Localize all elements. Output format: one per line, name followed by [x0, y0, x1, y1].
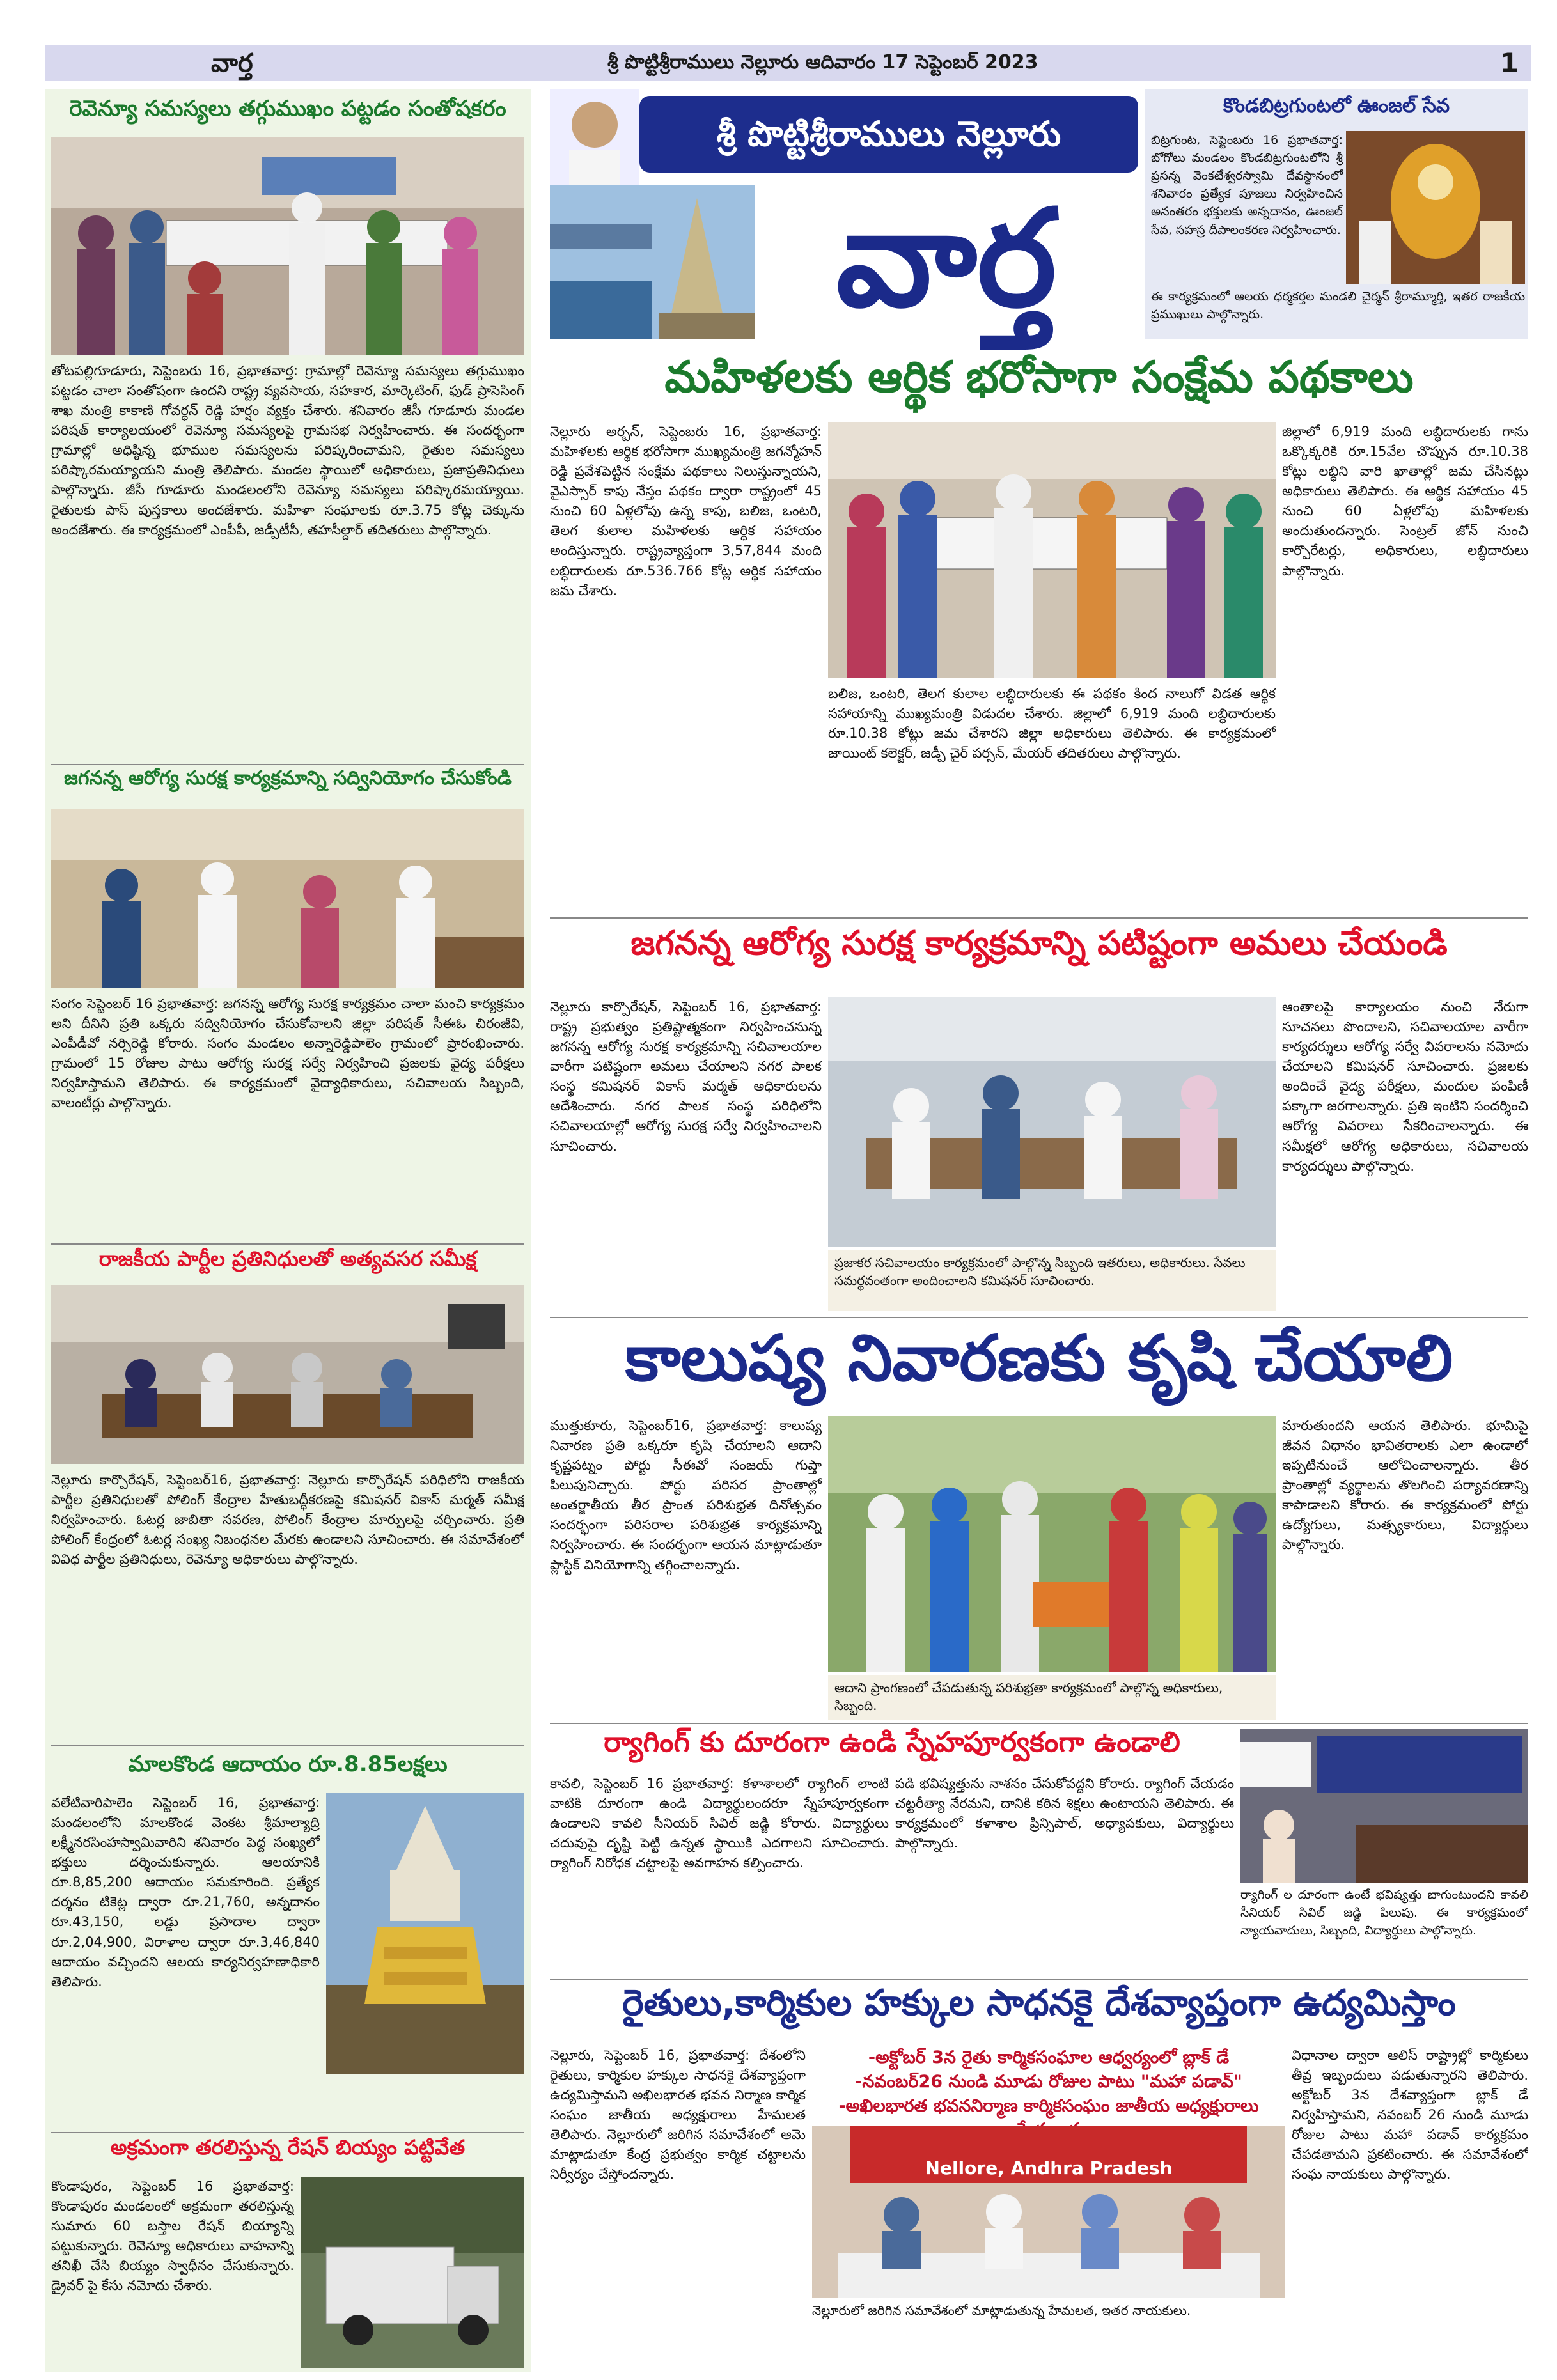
masthead-collage — [550, 185, 755, 339]
photo-deity — [1346, 131, 1525, 284]
paper-logo-small: వార్త — [211, 49, 253, 78]
photo-health-review — [828, 997, 1276, 1247]
photo-ration-truck — [301, 2177, 524, 2368]
article-political-body: నెల్లూరు కార్పొరేషన్, సెప్టెంబర్16, ప్రభాతవార్త: నెల్లూరు కార్పొరేషన్ పరిధిలోని రాజకీయ పార్టీల ప్రతినిధులతో పోలింగ్ కేంద్రాల హేతుబద్ధీకరణపై కమిషనర్ వికాస్ మర్మత్ సమీక్ష నిర్వహించారు. ఓటర్ల జాబితా సవరణ, పోలింగ్ కేంద్రాల మార్పులపై చర్చించారు. ప్రతి పోలింగ్ కేంద్రంలో ఓటర్ల సంఖ్య నిబంధనల మేరకు ఉండాలని సూచించారు. ఈ సమావేశంలో వివిధ పార్టీల ప్రతినిధులు, రెవెన్యూ అధికారులు పాల్గొన్నారు. — [51, 1472, 524, 1567]
photo-temple — [326, 1793, 524, 2074]
divider — [51, 2132, 524, 2133]
article-health-review-col2: ఆంతాలపై కార్యాలయం నుంచి నేరుగా సూచనలు పొందాలని, సచివాలయాల వారీగా కార్యదర్శులు ఆరోగ్య సర్వే వివరాలను నమోదు చేయాలని కమిషనర్ సూచించారు. ప్రజలకు అందించే వైద్య పరీక్షలు, మందుల పంపిణీ పక్కాగా జరగాలన్నారు. ప్రతి ఇంటిని సందర్శించి ఆరోగ్య వివరాలు సేకరించాలన్నారు. ఈ సమీక్షలో ఆరోగ్య అధికారులు, సచివాలయ కార్యదర్శులు పాల్గొన్నారు. — [1282, 999, 1528, 1174]
headline-health-suraksha: జగనన్న ఆరోగ్య సురక్ష కార్యక్రమాన్ని సద్వినియోగం చేసుకోండి — [64, 767, 512, 789]
headline-malakonda-income: మాలకొండ ఆదాయం రూ.8.85లక్షలు — [128, 1752, 448, 1777]
photo-revenue — [51, 137, 524, 355]
subhead-black-day: -అక్టోబర్ 3న రైతు కార్మికసంఘాల ఆధ్వర్యంలో బ్లాక్ డే — [868, 2048, 1230, 2067]
headline-political-review: రాజకీయ పార్టీల ప్రతినిధులతో అత్యవసర సమీక్ష — [98, 1247, 477, 1271]
headline-ration-rice: అక్రమంగా తరలిస్తున్న రేషన్ బియ్యం పట్టివేత — [110, 2135, 466, 2159]
divider — [550, 1979, 1528, 1980]
article-malakonda-body: వలేటివారిపాలెం సెప్టెంబర్ 16, ప్రభాతవార్త: మండలంలోని మాలకొండ వెంకట శ్రీమాల్యాద్రి లక్ష్మీనరసింహస్వామివారిని శనివారం పెద్ద సంఖ్యలో భక్తులు దర్శించుకున్నారు. ఆలయానికి రూ.8,85,200 ఆదాయం సమకూరింది. ప్రత్యేక దర్శనం టికెట్ల ద్వారా రూ.21,760, అన్నదానం రూ.43,150, లడ్డు ప్రసాదాల ద్వారా రూ.2,04,900, విరాళాల ద్వారా రూ.3,46,840 ఆదాయం వచ్చిందని ఆలయ కార్యనిర్వహణాధికారి తెలిపారు. — [51, 1795, 320, 1989]
subheads-workers — [812, 2046, 1285, 2122]
photo-health-camp — [51, 809, 524, 988]
top-bar — [45, 45, 1531, 81]
divider — [550, 1317, 1528, 1318]
article-workers-col2: విధానాల ద్వారా ఆలిస్ రాష్ట్రాల్లో కార్మికులు తీవ్ర ఇబ్బందులు పడుతున్నారని తెలిపారు. అక్టోబర్ 3న దేశవ్యాప్తంగా బ్లాక్ డే నిర్వహిస్తామని, నవంబర్ 26 నుండి మూడు రోజుల పాటు మహా పడావ్ కార్యక్రమం చేపడతామని ప్రకటించారు. ఈ సమావేశంలో సంఘ నాయకులు పాల్గొన్నారు. — [1292, 2048, 1528, 2182]
subhead-maha-padav: -నవంబర్26 నుండి మూడు రోజుల పాటు "మహా పడావ్" — [855, 2071, 1242, 2092]
article-ration-body: కొండాపురం, సెప్టెంబర్ 16 ప్రభాతవార్త: కొండాపురం మండలంలో అక్రమంగా తరలిస్తున్న సుమారు 60 బస్తాల రేషన్ బియ్యాన్ని పట్టుకున్నారు. రెవెన్యూ అధికారులు వాహనాన్ని తనిఖీ చేసి బియ్యం స్వాధీనం చేసుకున్నారు. డ్రైవర్ పై కేసు నమోదు చేశారు. — [51, 2179, 294, 2294]
caption-ragging: ర్యాగింగ్ ల దూరంగా ఉంటే భవిష్యత్తు బాగుంటుందని కావలి సీనియర్ సివిల్ జడ్జి పిలుపు. ఈ కార్యక్రమంలో న్యాయవాదులు, సిబ్బంది, విద్యార్థులు పాల్గొన్నారు. — [1240, 1888, 1528, 1938]
article-health-review-col1: నెల్లూరు కార్పొరేషన్, సెప్టెంబర్ 16, ప్రభాతవార్త: రాష్ట్ర ప్రభుత్వం ప్రతిష్టాత్మకంగా నిర్వహించనున్న జగనన్న ఆరోగ్య సురక్ష కార్యక్రమాన్ని సచివాలయాల వారీగా పటిష్టంగా అమలు చేయాలని నగర పాలక సంస్థ కమిషనర్ వికాస్ మర్మత్ అధికారులను ఆదేశించారు. నగర పాలక సంస్థ పరిధిలోని సచివాలయాల్లో ఆరోగ్య సురక్ష సర్వే నిర్వహించాలని సూచించారు. — [550, 999, 822, 1154]
headline-health-review: జగనన్న ఆరోగ్య సురక్ష కార్యక్రమాన్ని పటిష్టంగా అమలు చేయండి — [630, 924, 1448, 963]
article-workers-col1: నెల్లూరు, సెప్టెంబర్ 16, ప్రభాతవార్త: దేశంలోని రైతులు, కార్మికుల హక్కుల సాధనకై దేశవ్యాప్తంగా ఉద్యమిస్తామని అఖిలభారత భవన నిర్మాణ కార్మిక సంఘం జాతీయ అధ్యక్షురాలు హేమలత తెలిపారు. నెల్లూరులో జరిగిన సమావేశంలో ఆమె మాట్లాడుతూ కేంద్ర ప్రభుత్వం కార్మిక చట్టాలను నిర్వీర్యం చేస్తోందన్నారు. — [550, 2048, 806, 2182]
divider — [51, 1243, 524, 1245]
headline-workers-rights: రైతులు,కార్మికుల హక్కుల సాధనకై దేశవ్యాప్తంగా ఉద్యమిస్తాం — [622, 1982, 1456, 2024]
headline-unjal-seva: కొండబిట్రగుంటలో ఊంజల్ సేవ — [1223, 95, 1450, 117]
headline-pollution: కాలుష్య నివారణకు కృషి చేయాలి — [625, 1321, 1453, 1396]
article-pollution-col1: ముత్తుకూరు, సెప్టెంబర్16, ప్రభాతవార్త: కాలుష్య నివారణ ప్రతి ఒక్కరూ కృషి చేయాలని ఆదాని కృష్ణపట్నం పోర్టు సీఈవో సంజయ్ గుప్తా పిలుపునిచ్చారు. పోర్టు పరిసర ప్రాంతాల్లో అంతర్జాతీయ తీర ప్రాంత పరిశుభ్రత దినోత్సవం సందర్భంగా పరిసరాల పరిశుభ్రత కార్యక్రమాన్ని నిర్వహించారు. ఈ సందర్భంగా ఆయన మాట్లాడుతూ ప్లాస్టిక్ వినియోగాన్ని తగ్గించాలన్నారు. — [550, 1418, 822, 1573]
banner-text: Nellore, Andhra Pradesh — [925, 2158, 1173, 2179]
article-women-col2: బలిజ, ఒంటరి, తెలగ కులాల లబ్ధిదారులకు ఈ పథకం కింద నాలుగో విడత ఆర్థిక సహాయాన్ని ముఖ్యమంత్రి విడుదల చేశారు. జిల్లాలో 6,919 మంది లబ్ధిదారులకు రూ.10.38 కోట్లు జమ చేశారని జిల్లా అధికారులు తెలిపారు. ఈ కార్యక్రమంలో జాయింట్ కలెక్టర్, జడ్పీ చైర్ పర్సన్, మేయర్ తదితరులు పాల్గొన్నారు. — [828, 686, 1276, 761]
article-women-col3: జిల్లాలో 6,919 మంది లబ్ధిదారులకు గాను ఒక్కొక్కరికి రూ.15వేల చొప్పున రూ.10.38 కోట్లు లబ్ధిని వారి ఖాతాల్లో జమ చేసినట్లు అధికారులు తెలిపారు. ఈ ఆర్థిక సహాయం 45 నుంచి 60 ఏళ్లలోపు మహిళలకు అందుతుందన్నారు. సెంట్రల్ జోన్ నుంచి కార్పొరేటర్లు, అధికారులు, లబ్ధిదారులు పాల్గొన్నారు. — [1282, 424, 1528, 579]
headline-revenue: రెవెన్యూ సమస్యలు తగ్గుముఖం పట్టడం సంతోషకరం — [69, 96, 506, 121]
photo-political-meeting — [51, 1285, 524, 1464]
headline-ragging: ర్యాగింగ్ కు దూరంగా ఉండి స్నేహపూర్వకంగా ఉండాలి — [604, 1726, 1180, 1759]
photo-cheque-handover — [828, 422, 1276, 678]
article-women-col1: నెల్లూరు అర్బన్, సెప్టెంబరు 16, ప్రభాతవార్త: మహిళలకు ఆర్థిక భరోసాగా ముఖ్యమంత్రి జగన్మోహన్ రెడ్డి ప్రవేశపెట్టిన సంక్షేమ పథకాలు నిలుస్తున్నాయని, వైఎస్సార్ కాపు నేస్తం పథకం ద్వారా రాష్ట్రంలో 45 నుంచి 60 ఏళ్లలోపు ఉన్న కాపు, బలిజ, ఒంటరి, తెలగ కులాల మహిళలకు ఆర్థిక సహాయం అందిస్తున్నారు. రాష్ట్రవ్యాప్తంగా 3,57,844 మంది లబ్ధిదారులకు రూ.536.766 కోట్ల ఆర్థిక సహాయం జమ చేశారు. — [550, 424, 822, 598]
founder-portrait — [550, 89, 639, 185]
headline-women-welfare: మహిళలకు ఆర్థిక భరోసాగా సంక్షేమ పథకాలు — [664, 352, 1414, 403]
caption-pollution: ఆదాని ప్రాంగణంలో చేపడుతున్న పరిశుభ్రతా కార్యక్రమంలో పాల్గొన్న అధికారులు, సిబ్బంది. — [828, 1675, 1276, 1720]
photo-ragging-seminar — [1240, 1729, 1528, 1883]
article-pollution-col2: మారుతుందని ఆయన తెలిపారు. భూమిపై జీవన విధానం భావితరాలకు ఎలా ఉండాలో ఇప్పటినుంచే ఆలోచించాలన్నారు. తీర ప్రాంతాల్లో వ్యర్థాలను తొలగించి పర్యావరణాన్ని కాపాడాలని కోరారు. ఈ కార్యక్రమంలో పోర్టు ఉద్యోగులు, మత్స్యకారులు, విద్యార్థులు పాల్గొన్నారు. — [1282, 1418, 1528, 1553]
divider — [550, 917, 1528, 919]
page-number: 1 — [1499, 47, 1519, 79]
dateline: శ్రీ పొట్టిశ్రీరాములు నెల్లూరు ఆదివారం 17 సెప్టెంబర్ 2023 — [607, 51, 1038, 74]
masthead-district: శ్రీ పొట్టిశ్రీరాములు నెల్లూరు — [639, 96, 1138, 173]
divider — [550, 1723, 1528, 1724]
article-revenue-body: తోటపల్లిగూడూరు, సెప్టెంబరు 16, ప్రభాతవార్త: గ్రామాల్లో రెవెన్యూ సమస్యలు తగ్గుముఖం పట్టడం చాలా సంతోషంగా ఉందని రాష్ట్ర వ్యవసాయ, సహకార, మార్కెటింగ్, ఫుడ్ ప్రాసెసింగ్ శాఖ మంత్రి కాకాణి గోవర్ధన్ రెడ్డి హర్షం వ్యక్తం చేశారు. శనివారం జీసీ గూడూరు మండల పరిషత్ కార్యాలయంలో రెవెన్యూ సమస్యలపై గ్రామసభ నిర్వహించారు. ఈ సందర్భంగా గ్రామాల్లో అధిష్ఠిన్న భూముల సమస్యలను పరిష్కరించామని, రైతుల సమస్యలు పరిష్కారమయ్యాయని మంత్రి తెలిపారు. మండల స్థాయిలో అధికారులు, ప్రజాప్రతినిధులు పాల్గొన్నారు. జీసీ గూడూరు మండలంలోని రెవెన్యూ సమస్యలు పరిష్కారమయ్యాయి. రైతులకు పాస్ పుస్తకాలు అందజేశారు. మహిళా సంఘాలకు రూ.3.75 కోట్ల చెక్కును అందజేశారు. ఈ కార్యక్రమంలో ఎంపీపీ, జడ్పీటీసీ, తహసీల్దార్ తదితరులు పాల్గొన్నారు. — [51, 363, 524, 538]
article-ragging-col2: పడి భవిష్యత్తును నాశనం చేసుకోవద్దని కోరారు. ర్యాగింగ్ చేయడం చట్టరీత్యా నేరమని, దానికి కఠిన శిక్షలు ఉంటాయని తెలిపారు. ఈ కార్యక్రమంలో కళాశాల ప్రిన్సిపాల్, అధ్యాపకులు, విద్యార్థులు పాల్గొన్నారు. — [895, 1776, 1234, 1851]
caption-workers: నెల్లూరులో జరిగిన సమావేశంలో మాట్లాడుతున్న హేమలత, ఇతర నాయకులు. — [812, 2303, 1191, 2318]
article-ragging-col1: కావలి, సెప్టెంబర్ 16 ప్రభాతవార్త: కళాశాలలో ర్యాగింగ్ లాంటి వాటికి దూరంగా ఉండి విద్యార్థులందరూ స్నేహపూర్వకంగా ఉండాలని కావలి సీనియర్ సివిల్ జడ్జి కోరారు. విద్యార్థులు చదువుపై దృష్టి పెట్టి ఉన్నత స్థాయికి ఎదగాలని సూచించారు. ర్యాగింగ్ నిరోధక చట్టాలపై అవగాహన కల్పించారు. — [550, 1776, 889, 1871]
article-unjal-body: బిట్రగుంట, సెప్టెంబరు 16 ప్రభాతవార్త: బోగోలు మండలం కొండబిట్రగుంటలోని శ్రీ ప్రసన్న వెంకటేశ్వరస్వామి దేవస్థానంలో శనివారం ప్రత్యేక పూజలు నిర్వహించిన అనంతరం భక్తులకు అన్నదానం, ఊంజల్ సేవ, సహస్ర దీపాలంకరణ నిర్వహించారు. — [1151, 133, 1343, 237]
masthead-logo: వార్త — [836, 180, 1057, 337]
photo-pollution-cleanup — [828, 1416, 1276, 1672]
article-health-body: సంగం సెప్టెంబర్ 16 ప్రభాతవార్త: జగనన్న ఆరోగ్య సురక్ష కార్యక్రమం చాలా మంచి కార్యక్రమం అని దీనిని ప్రతి ఒక్కరు సద్వినియోగం చేసుకోవాలని జిల్లా పరిషత్ సీఈఓ చిరంజీవి, ఎంపీడీవో నర్సిరెడ్డి కోరారు. సంగం మండలం అన్నారెడ్డిపాలెం గ్రామంలో ప్రారంభించారు. గ్రామంలో 15 రోజుల పాటు ఆరోగ్య సురక్ష సర్వే నిర్వహించి ప్రజలకు వైద్య పరీక్షలు నిర్వహిస్తామని తెలిపారు. ఈ కార్యక్రమంలో వైద్యాధికారులు, సచివాలయ సిబ్బంది, వాలంటీర్లు పాల్గొన్నారు. — [51, 996, 524, 1111]
divider — [51, 764, 524, 765]
photo-workers-meeting — [812, 2126, 1285, 2298]
caption-unjal: ఈ కార్యక్రమంలో ఆలయ ధర్మకర్తల మండలి చైర్మన్ శ్రీరామ్మూర్తి, ఇతర రాజకీయ ప్రముఖులు పాల్గొన్నారు. — [1151, 290, 1525, 322]
subhead-hemalatha: -అఖిలభారత భవననిర్మాణ కార్మికసంఘం జాతీయ అధ్యక్షురాలు — [838, 2096, 1259, 2116]
caption-health-review: ప్రజాకర సచివాలయం కార్యక్రమంలో పాల్గొన్న సిబ్బంది ఇతరులు, అధికారులు. సేవలు సమర్థవంతంగా అందించాలని కమిషనర్ సూచించారు. — [828, 1250, 1276, 1311]
divider — [51, 1745, 524, 1746]
